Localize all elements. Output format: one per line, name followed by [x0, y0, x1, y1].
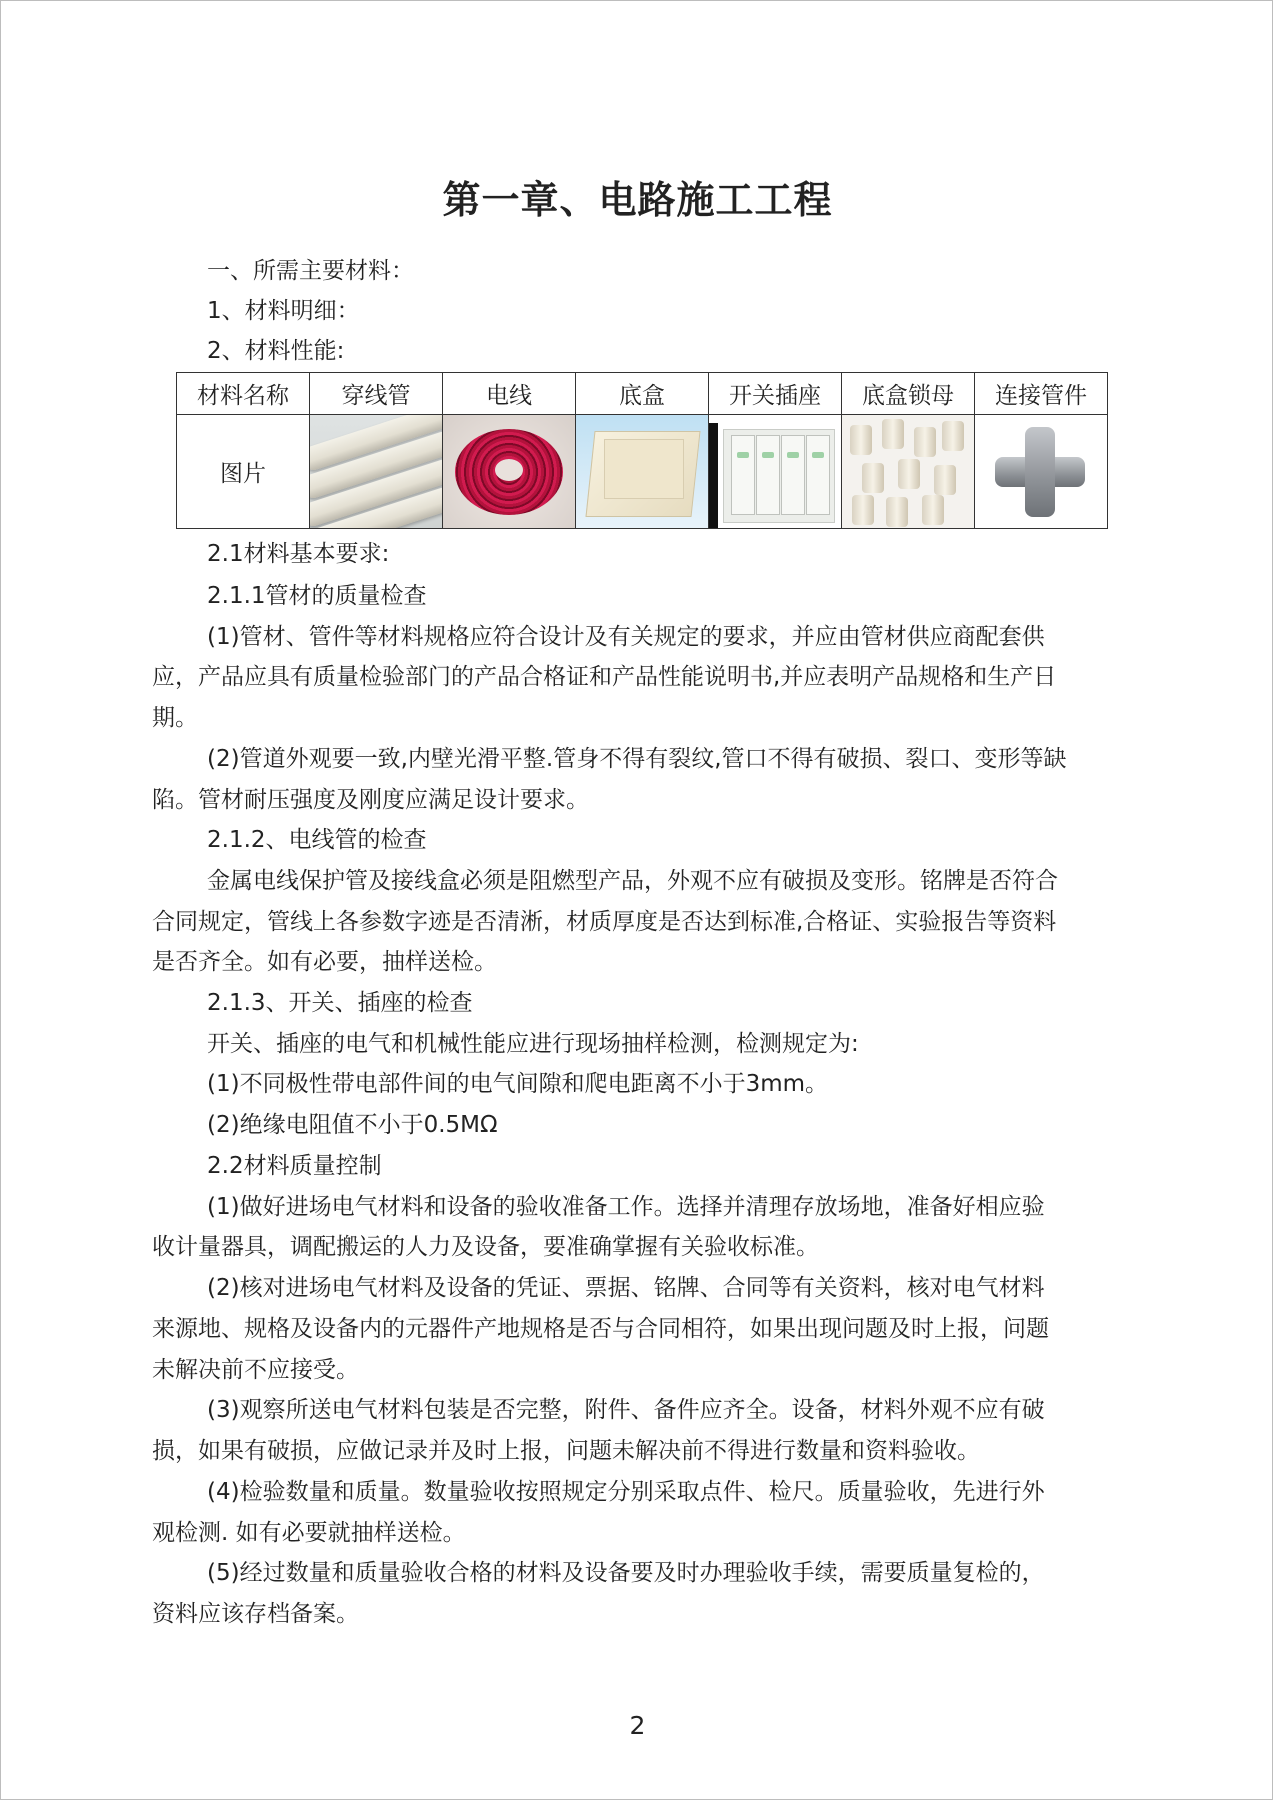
paragraph-line: (2)核对进场电气材料及设备的凭证、票据、铭牌、合同等有关资料，核对电气材料	[207, 1275, 1045, 1301]
section-2-2: 2.2材料质量控制	[207, 1153, 382, 1179]
paragraph-line: (1)不同极性带电部件间的电气间隙和爬电距离不小于3mm。	[207, 1071, 829, 1097]
pipe-fitting-image	[975, 415, 1108, 529]
paragraph-line: 期。	[152, 705, 198, 731]
paragraph-line: 合同规定，管线上各参数字迹是否清淅，材质厚度是否达到标准,合格证、实验报告等资料	[152, 909, 1057, 935]
chapter-title: 第一章、电路施工工程	[442, 178, 833, 222]
paragraph-line: 观检测. 如有必要就抽样送检。	[152, 1520, 466, 1546]
paragraph-line: 资料应该存档备案。	[152, 1601, 359, 1627]
table-header-cell: 材料名称	[177, 373, 310, 415]
item-material-list: 1、材料明细：	[207, 298, 360, 324]
section-2-1: 2.1材料基本要求:	[207, 541, 390, 567]
table-header-cell: 穿线管	[310, 373, 443, 415]
table-header-cell: 连接管件	[975, 373, 1108, 415]
paragraph-line: (3)观察所送电气材料包装是否完整，附件、备件应齐全。设备，材料外观不应有破	[207, 1397, 1045, 1423]
paragraph-line: 应，产品应具有质量检验部门的产品合格证和产品性能说明书,并应表明产品规格和生产日	[152, 664, 1057, 690]
table-header-cell: 底盒锁母	[842, 373, 975, 415]
materials-table	[176, 372, 1108, 529]
table-header-row	[177, 373, 1108, 415]
paragraph-line: 收计量器具，调配搬运的人力及设备，要准确掌握有关验收标准。	[152, 1234, 819, 1260]
table-header-cell: 电线	[443, 373, 576, 415]
paragraph-line: 陷。管材耐压强度及刚度应满足设计要求。	[152, 787, 589, 813]
table-header-cell: 底盒	[576, 373, 709, 415]
table-row-label: 图片	[177, 415, 310, 529]
section-heading-materials: 一、所需主要材料：	[207, 258, 414, 284]
section-2-1-2: 2.1.2、电线管的检查	[207, 827, 427, 853]
switch-socket-image	[709, 415, 842, 529]
paragraph-line: (1)做好进场电气材料和设备的验收准备工作。选择并清理存放场地，准备好相应验	[207, 1194, 1045, 1220]
table-header-cell: 开关插座	[709, 373, 842, 415]
paragraph-line: (2)管道外观要一致,内壁光滑平整.管身不得有裂纹,管口不得有破损、裂口、变形等缺	[207, 746, 1067, 772]
paragraph-line: (4)检验数量和质量。数量验收按照规定分别采取点件、检尺。质量验收，先进行外	[207, 1479, 1045, 1505]
paragraph-line: (5)经过数量和质量验收合格的材料及设备要及时办理验收手续，需要质量复检的，	[207, 1560, 1045, 1586]
paragraph-line: 来源地、规格及设备内的元器件产地规格是否与合同相符，如果出现问题及时上报，问题	[152, 1316, 1049, 1342]
table-image-row	[177, 415, 1108, 529]
section-2-1-3: 2.1.3、开关、插座的检查	[207, 990, 473, 1016]
item-material-performance: 2、材料性能:	[207, 338, 345, 364]
paragraph-line: (2)绝缘电阻值不小于0.5MΩ	[207, 1112, 498, 1138]
conduit-pipe-image	[310, 415, 443, 529]
junction-box-image	[576, 415, 709, 529]
wire-coil-image	[443, 415, 576, 529]
lock-nut-image	[842, 415, 975, 529]
paragraph-line: 金属电线保护管及接线盒必须是阻燃型产品，外观不应有破损及变形。铭牌是否符合	[207, 868, 1058, 894]
paragraph-line: (1)管材、管件等材料规格应符合设计及有关规定的要求，并应由管材供应商配套供	[207, 624, 1045, 650]
paragraph-line: 未解决前不应接受。	[152, 1357, 359, 1383]
paragraph-line: 损，如果有破损，应做记录并及时上报，问题未解决前不得进行数量和资料验收。	[152, 1438, 980, 1464]
paragraph-line: 开关、插座的电气和机械性能应进行现场抽样检测，检测规定为:	[207, 1031, 859, 1057]
section-2-1-1: 2.1.1管材的质量检查	[207, 583, 427, 609]
page-number: 2	[629, 1711, 646, 1740]
paragraph-line: 是否齐全。如有必要，抽样送检。	[152, 949, 497, 975]
